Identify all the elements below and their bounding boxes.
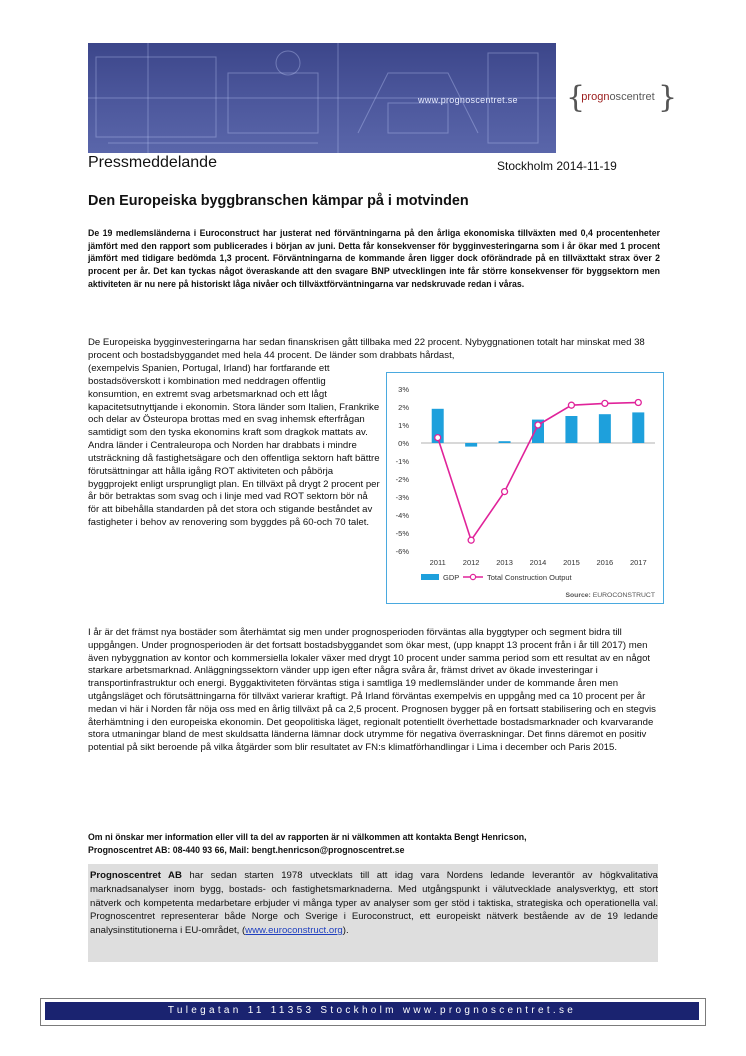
legend-output-label: Total Construction Output bbox=[487, 573, 572, 582]
svg-text:{: { bbox=[566, 80, 586, 115]
gdp-bar bbox=[632, 412, 644, 443]
y-tick-label: 1% bbox=[398, 421, 409, 430]
logo-wordmark: prognoscentret bbox=[581, 91, 655, 103]
y-tick-label: 2% bbox=[398, 403, 409, 412]
construction-output-point bbox=[435, 435, 441, 441]
about-company bbox=[90, 869, 658, 938]
x-tick-label: 2014 bbox=[529, 558, 547, 567]
contact-line-1: Om ni önskar mer information eller vill ta del av rapporten är ni välkommen att kontakta Bengt Henricson, bbox=[88, 832, 527, 842]
legend-output-marker bbox=[470, 574, 475, 579]
lead-paragraph: De 19 medlemsländerna i Euroconstruct har justerat ned förväntningarna på den årliga ekonomiska tillväxten med 0,4 procentenheter jämfört med den rapport som publicerades i början av juni. Detta får konsekvenser för bygginvesteringarna som i år ökar med 1 procent jämfört med tidigare bedömda 1,3 procent. Förväntningarna de kommande åren ligger dock oförändrade på en tillväxttakt strax över 2 procent per år. Det kan tyckas något överaskande att den svagare BNP utvecklingen inte får större konsekvenser för byggsektorn men aktiviteten är nu nere på historiskt låga nivåer och tillväxtförväntningarna var nedskruvade redan i våras. bbox=[88, 228, 660, 289]
press-release-label: Pressmeddelande bbox=[88, 154, 217, 171]
y-tick-label: 0% bbox=[398, 439, 409, 448]
y-tick-label: -4% bbox=[395, 511, 409, 520]
x-tick-label: 2013 bbox=[496, 558, 513, 567]
svg-text:}: } bbox=[658, 80, 678, 115]
about-text: har sedan starten 1978 utvecklats till att idag vara Nordens ledande leverantör av högkvalitativa marknadsanalyser inom bygg, bostads- och fastighetsmarknaderna. Med utgångspunkt i välutvecklade analysverktyg, ett stort nätverk och kompetenta medarbetare erbjuder vi många typer av analyser som ger stöd i taktiska, strategiska och operationella val. Prognoscentret representerar både Norge och Sverige i Euroconstruct, ett europeiskt nätverk bestående av de 19 ledande analysinstitutionerna i EU-området, ( bbox=[90, 870, 658, 937]
construction-output-point bbox=[468, 537, 474, 543]
construction-output-point bbox=[635, 400, 641, 406]
construction-chart bbox=[386, 372, 664, 604]
construction-output-point bbox=[502, 489, 508, 495]
construction-output-point bbox=[535, 422, 541, 428]
body-paragraph-2: (exempelvis Spanien, Portugal, Irland) har fortfarande ett bostadsöverskott i kombination med neddragen offentlig konsumtion, en extremt svag arbetsmarknad och ett lågt kapacitetsutnyttjande i ekonomin. Stora länder som Italien, Frankrike och delar av Östeuropa brottas med en svag inhemsk efterfrågan samtidigt som den tyska ekonomins kraft som dragkok mattats av. Andra länder i Centraleuropa och Norden har drabbats i mindre utsträckning då fastighetsägare och den offentliga sektorn haft bättre förutsättningar att hålla igång ROT aktiviteten och påbörja byggprojekt enligt ursprungligt plan. En tillväxt på drygt 2 procent per år bör betraktas som svag och i linje med vad ROT sektorn bör nå för att bibehålla standarden på det stora och stigande beståndet av fastigheter i behov av renovering som byggdes på 60-och 70 talet. bbox=[88, 363, 380, 529]
y-tick-label: -2% bbox=[395, 475, 409, 484]
prognoscentret-logo bbox=[564, 80, 678, 115]
y-tick-label: 3% bbox=[398, 385, 409, 394]
contact-info bbox=[88, 831, 663, 856]
y-tick-label: -6% bbox=[395, 547, 409, 556]
body-paragraph-3: I år är det främst nya bostäder som återhämtat sig men under prognosperioden förväntas alla byggtyper och segment bidra till uppgången. Under prognosperioden är det fortsatt bostadsbyggandet som ökar mest, (upp knappt 13 procent från i år till 2017) men även nybyggnation av kontor och kommersiella lokaler växer med drygt 10 procent under samma period som ett resultat av en något starkare arbetsmarknad. Anläggningssektorn vänder upp igen efter några svåra år, främst drivet av ökade investeringar i transportinfrastruktur och energi. Byggaktiviteten förväntas stiga i samtliga 19 medlemsländer under de kommande åren men utgångsläget och förutsättningarna för tillväxt varierar kraftigt. På Irland förväntas exempelvis en uppgång med ca 10 procent per år medan vi här i Norden får nöja oss med en årlig tillväxt på ca 2,5 procent. Prognosen bygger på en fortsatt stabilisering och en stegvis återhämtning i den europeiska ekonomin. Det geopolitiska läget, regionalt potentiellt överhettade bostadsmarknader och kvarvarande stora utmaningar bland de mest skuldsatta länderna lämnar dock utrymme för negativa överraskningar. Det finns däremot en positiv potential på sikt beroende på vilka åtgärder som blir resultatet av FN:s klimatförhandlingar i Lima i december och Paris 2015. bbox=[88, 627, 656, 754]
footer bbox=[40, 998, 706, 1026]
euroconstruct-link[interactable]: www.euroconstruct.org bbox=[245, 925, 343, 937]
gdp-bar bbox=[599, 414, 611, 443]
banner-url[interactable]: www.prognoscentret.se bbox=[418, 95, 518, 105]
gdp-bar bbox=[565, 416, 577, 443]
x-tick-label: 2015 bbox=[563, 558, 580, 567]
blueprint-banner-image bbox=[88, 43, 556, 153]
construction-output-point bbox=[568, 402, 574, 408]
about-company-name: Prognoscentret AB bbox=[90, 870, 182, 881]
x-tick-label: 2016 bbox=[596, 558, 614, 567]
footer-bar bbox=[45, 1002, 699, 1020]
construction-output-point bbox=[602, 400, 608, 406]
page-title: Den Europeiska byggbranschen kämpar på i motvinden bbox=[88, 193, 469, 209]
legend-gdp-label: GDP bbox=[443, 573, 460, 582]
x-tick-label: 2012 bbox=[462, 558, 480, 567]
gdp-bar bbox=[465, 443, 477, 447]
header-banner bbox=[88, 43, 678, 153]
chart-svg bbox=[387, 373, 663, 603]
footer-address: Tulegatan 11 11353 Stockholm www.prognoscentret.se bbox=[167, 1005, 577, 1016]
x-tick-label: 2017 bbox=[629, 558, 647, 567]
press-date: Stockholm 2014-11-19 bbox=[497, 159, 617, 173]
contact-line-2: Prognoscentret AB: 08-440 93 66, Mail: bengt.henricson@prognoscentret.se bbox=[88, 844, 405, 855]
y-tick-label: -5% bbox=[395, 529, 409, 538]
about-close: ). bbox=[342, 925, 349, 937]
y-tick-label: -3% bbox=[395, 493, 409, 502]
legend-gdp-swatch bbox=[421, 574, 439, 580]
body-paragraph-1: De Europeiska bygginvesteringarna har sedan finanskrisen gått tillbaka med 22 procent. Nybyggnationen totalt har minskat med 38 procent och bostadsbyggandet med hela 44 procent. De länder som drabbats hårdast, bbox=[88, 337, 645, 361]
chart-source: Source: EUROCONSTRUCT bbox=[565, 592, 655, 599]
x-tick-label: 2011 bbox=[429, 558, 446, 567]
gdp-bar bbox=[499, 441, 511, 443]
y-tick-label: -1% bbox=[395, 457, 409, 466]
